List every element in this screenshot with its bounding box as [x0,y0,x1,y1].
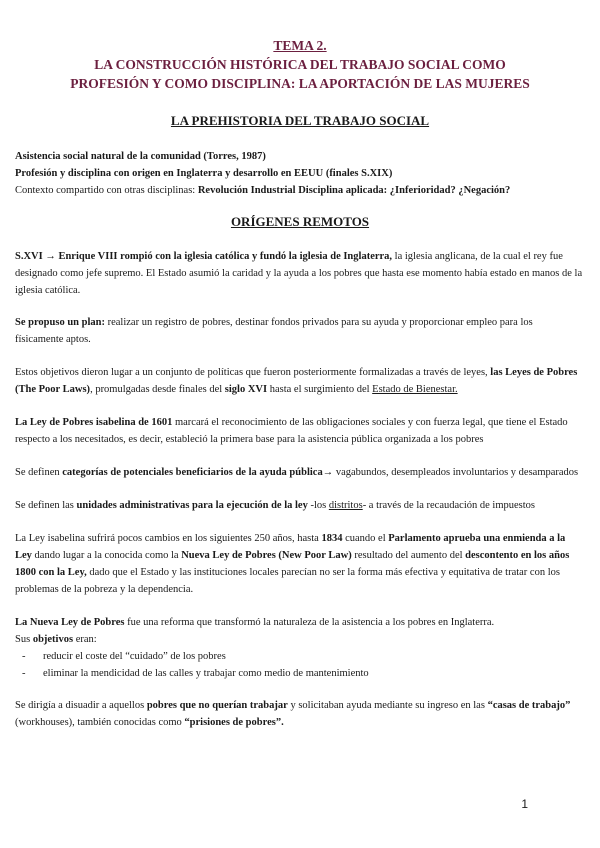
title-line-1: TEMA 2. [273,38,327,53]
section-heading-origenes: ORÍGENES REMOTOS [230,214,370,229]
paragraph-enrique-viii [15,248,583,299]
text: - a través de la recaudación de impuestos [362,500,535,511]
text: -los [307,500,329,511]
text-bold: Se propuso un plan: [15,317,105,328]
paragraph-poor-laws [15,364,583,398]
paragraph-workhouses [15,697,583,731]
title-line-2: LA CONSTRUCCIÓN HISTÓRICA DEL TRABAJO SOCIAL COMO [94,57,506,72]
context-label: Contexto compartido con otras disciplinas: [15,185,198,196]
paragraph-categorias [15,464,583,481]
title-line-3: PROFESIÓN Y COMO DISCIPLINA: LA APORTACIÓN DE LAS MUJERES [70,76,530,91]
prehistoria-line-3 [15,182,583,199]
text: Se definen las [15,500,77,511]
text: fue una reforma que transformó la naturaleza de la asistencia a los pobres en Inglaterra. [124,617,495,628]
text: (workhouses), también conocidas como [15,717,185,728]
text-bold: pobres que no querían trabajar [146,700,288,711]
text-bold: La Ley de Pobres isabelina de 1601 [15,417,173,428]
list-item-text: reducir el coste del “cuidado” de los pobres [43,651,226,662]
text: resultado del aumento del [351,550,466,561]
distritos-link: distritos [328,500,363,511]
estado-bienestar-link: Estado de Bienestar. [372,384,458,395]
context-value: Revolución Industrial Disciplina aplicada: ¿Inferioridad? ¿Negación? [197,185,511,196]
nueva-ley-line [15,614,583,631]
text: realizar un registro de pobres, destinar fondos privados para su ayuda y proporcionar empleo para los físicamente aptos. [15,317,533,345]
text-bold: Parlamento aprueba una enmienda a la Ley [15,533,566,561]
paragraph-ley-1601 [15,414,583,448]
text: marcará el reconocimiento de las obligaciones sociales y con fuerza legal, que tiene el Estado respecto a los necesitados, es decir, estableció la primera base para la asistencia pública organizada a los pobres [15,417,568,445]
list-item [15,665,583,682]
text: dando lugar a la conocida como la [31,550,182,561]
section-heading-prehistoria: LA PREHISTORIA DEL TRABAJO SOCIAL [170,113,430,128]
paragraph-new-poor-law [15,530,583,598]
objetivos-list [15,648,583,682]
page-number: 1 [521,797,528,811]
prehistoria-line-1: Asistencia social natural de la comunidad (Torres, 1987) [15,151,266,162]
text-bold: “casas de trabajo” [487,700,571,711]
text-bold: las Leyes de Pobres (The Poor Laws) [15,367,578,395]
text: hasta el surgimiento del [267,384,373,395]
paragraph-plan [15,314,583,348]
text-bold: “prisiones de pobres”. [184,717,284,728]
text: Estos objetivos dieron lugar a un conjunto de políticas que fueron posteriormente formalizadas a través de leyes, [15,367,491,378]
text: dado que el Estado y las instituciones locales parecían no ser la forma más efectiva y equitativa de tratar con los problemas de la pobreza y la dependencia. [15,567,560,595]
text: Se definen [15,467,63,478]
text: cuando el [342,533,389,544]
text-bold: unidades administrativas para la ejecución de la ley [76,500,308,511]
text: La Ley isabelina sufrirá pocos cambios en los siguientes 250 años, hasta [15,533,322,544]
list-item-text: eliminar la mendicidad de las calles y trabajar como medio de mantenimiento [43,668,369,679]
paragraph-nueva-ley [15,614,583,648]
list-item [15,648,583,665]
paragraph-unidades [15,497,583,514]
prehistoria-line-2: Profesión y disciplina con origen en Inglaterra y desarrollo en EEUU (finales S.XIX) [15,168,393,179]
list-dash: - [22,668,26,679]
text-bold: 1834 [321,533,343,544]
text: y solicitaban ayuda mediante su ingreso en las [287,700,488,711]
text: , promulgadas desde finales del [90,384,225,395]
text-bold: siglo XVI [224,384,268,395]
document-title [0,36,600,93]
text-bold: descontento en los años 1800 con la Ley, [15,550,570,578]
text-bold: S.XVI → Enrique VIII rompió con la iglesia católica y fundó la iglesia de Inglaterra, [15,251,393,262]
text-bold: categorías de potenciales beneficiarios de la ayuda pública→ [62,467,334,478]
text-bold: La Nueva Ley de Pobres [15,617,125,628]
text: Se dirigía a disuadir a aquellos [15,700,147,711]
objetivos-line [15,631,583,648]
prehistoria-block [15,148,583,199]
text: vagabundos, desempleados involuntarios y desamparados [333,467,579,478]
text: eran: [73,634,97,645]
text-bold: Nueva Ley de Pobres (New Poor Law) [181,550,352,561]
list-dash: - [22,651,26,662]
text-bold: objetivos [32,634,74,645]
text: Sus [15,634,33,645]
text: la iglesia anglicana, de la cual el rey fue designado como jefe supremo. El Estado asumió la caridad y la ayuda a los pobres que hasta ese momento había estado en manos de la iglesia católica. [15,251,583,296]
